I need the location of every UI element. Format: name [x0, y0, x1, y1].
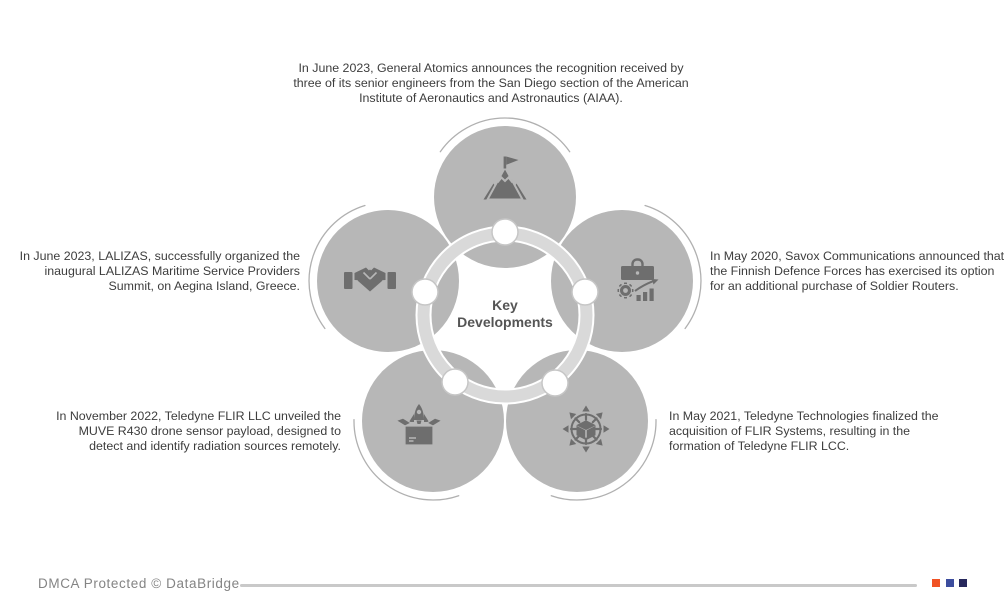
- dot-right: [572, 279, 598, 305]
- note-bottom-left: [56, 409, 341, 455]
- note-line: Summit, on Aegina Island, Greece.: [108, 279, 300, 294]
- note-line: In November 2022, Teledyne FLIR LLC unveiled the: [56, 409, 341, 423]
- note-line: In May 2021, Teledyne Technologies finalized the: [669, 409, 939, 423]
- brand-logo-squares: [932, 579, 967, 587]
- note-line: inaugural LALIZAS Maritime Service Providers: [44, 264, 300, 279]
- note-right: [710, 249, 1006, 295]
- dot-bottom-right: [542, 370, 568, 396]
- footer-divider-line: [240, 584, 917, 587]
- note-top: [281, 61, 701, 107]
- brand-square-navy: [959, 579, 967, 587]
- center-label-line: Key: [492, 297, 518, 313]
- note-line: In June 2023, LALIZAS, successfully organized the: [19, 249, 300, 263]
- note-left: [0, 249, 300, 295]
- note-line: the Finnish Defence Forces has exercised its option: [710, 264, 995, 279]
- note-line: for an additional purchase of Soldier Routers.: [710, 279, 959, 294]
- note-line: acquisition of FLIR Systems, resulting in the: [669, 424, 911, 439]
- brand-square-orange: [932, 579, 940, 587]
- note-line: three of its senior engineers from the San Diego section of the American: [293, 76, 689, 91]
- brand-square-blue: [946, 579, 954, 587]
- note-line: Institute of Aeronautics and Astronautics (AIAA).: [359, 91, 623, 106]
- diagram-center-label: [435, 297, 575, 331]
- dot-bottom-left: [442, 369, 468, 395]
- note-bottom-right: [669, 409, 969, 455]
- note-line: detect and identify radiation sources remotely.: [89, 439, 341, 454]
- dot-top: [492, 219, 518, 245]
- note-line: In May 2020, Savox Communications announced that: [710, 249, 1005, 263]
- note-line: In June 2023, General Atomics announces the recognition received by: [298, 61, 684, 75]
- center-label-line: Developments: [457, 314, 553, 330]
- note-line: formation of Teledyne FLIR LCC.: [669, 439, 850, 454]
- dmca-protection-label: DMCA Protected © DataBridge: [38, 576, 240, 591]
- note-line: MUVE R430 drone sensor payload, designed to: [78, 424, 341, 439]
